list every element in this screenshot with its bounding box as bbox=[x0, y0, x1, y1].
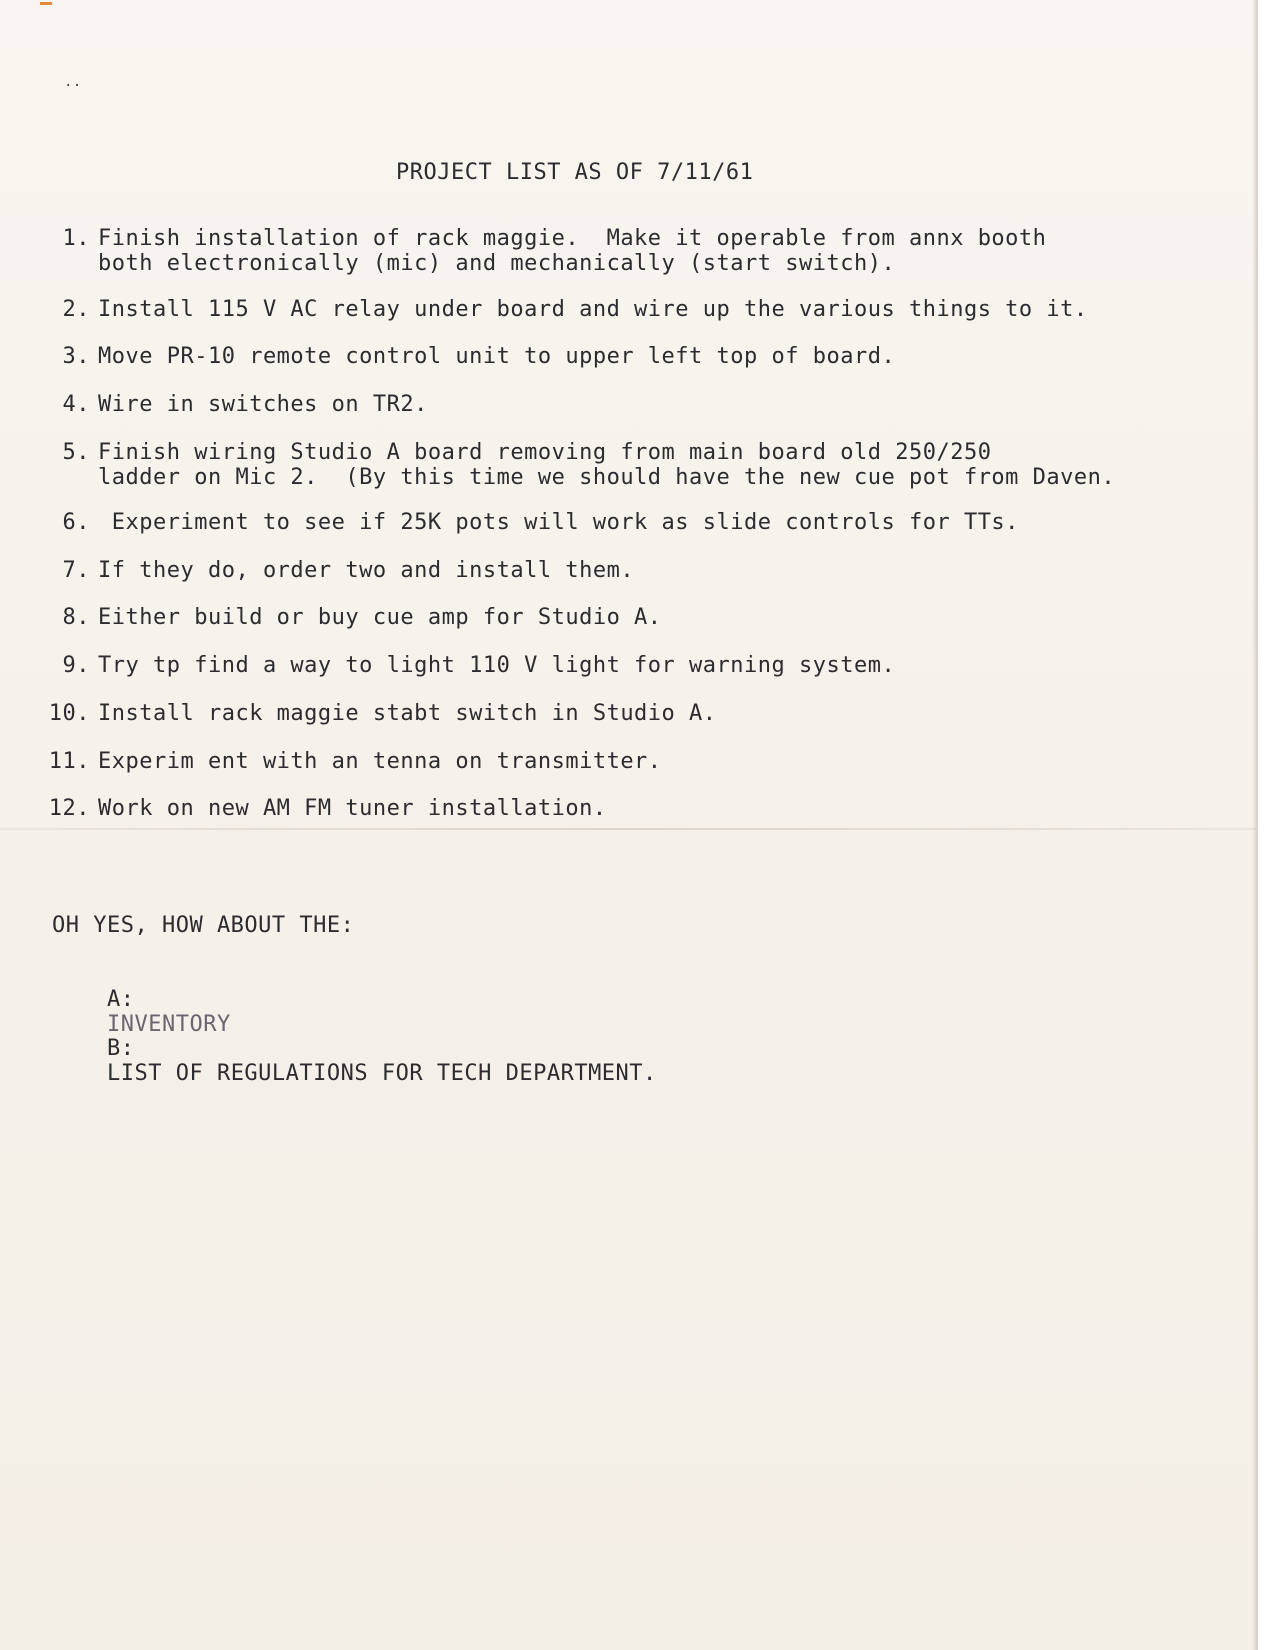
list-item bbox=[36, 297, 1236, 322]
item-text: Work on new AM FM tuner installation. bbox=[98, 796, 607, 821]
item-number: 2. bbox=[62, 297, 90, 322]
item-number: 6. bbox=[62, 510, 90, 535]
footer-item-text: INVENTORY bbox=[106, 1012, 231, 1037]
list-item bbox=[36, 392, 1236, 417]
footer-item-label: B: bbox=[106, 1036, 135, 1061]
item-text: Try tp find a way to light 110 V light for warning system. bbox=[98, 653, 896, 678]
item-text: Wire in switches on TR2. bbox=[98, 392, 428, 417]
item-number: 8. bbox=[62, 605, 90, 630]
footer-item-label: A: bbox=[106, 987, 135, 1012]
specks: .. bbox=[64, 74, 82, 90]
item-number: 5. bbox=[62, 440, 90, 465]
corner-mark bbox=[40, 2, 52, 5]
list-item bbox=[36, 796, 1236, 821]
document-title: PROJECT LIST AS OF 7/11/61 bbox=[396, 160, 754, 185]
footer-heading: OH YES, HOW ABOUT THE: bbox=[52, 913, 355, 938]
item-number: 12. bbox=[48, 796, 90, 821]
list-item bbox=[36, 605, 1236, 630]
item-number: 10. bbox=[48, 701, 90, 726]
list-item bbox=[36, 653, 1236, 678]
item-text: Finish installation of rack maggie. Make it operable from annx booth both electronically (mic) and mechanically (start switch). bbox=[98, 226, 1047, 276]
item-number: 4. bbox=[62, 392, 90, 417]
footer-item-b bbox=[52, 1011, 657, 1111]
item-number: 7. bbox=[62, 558, 90, 583]
item-text: Experiment to see if 25K pots will work as slide controls for TTs. bbox=[98, 510, 1019, 535]
item-number: 9. bbox=[62, 653, 90, 678]
paper-fold bbox=[0, 828, 1258, 830]
item-text: Experim ent with an tenna on transmitter. bbox=[98, 749, 662, 774]
item-number: 3. bbox=[62, 344, 90, 369]
item-number: 11. bbox=[48, 749, 90, 774]
list-item bbox=[36, 226, 1236, 276]
item-number: 1. bbox=[62, 226, 90, 251]
item-text: Install 115 V AC relay under board and wire up the various things to it. bbox=[98, 297, 1088, 322]
footer-item-text: LIST OF REGULATIONS FOR TECH DEPARTMENT. bbox=[106, 1061, 657, 1086]
item-text: If they do, order two and install them. bbox=[98, 558, 635, 583]
list-item bbox=[36, 701, 1236, 726]
item-text: Either build or buy cue amp for Studio A. bbox=[98, 605, 662, 630]
list-item bbox=[36, 558, 1236, 583]
item-text: Finish wiring Studio A board removing from main board old 250/250 ladder on Mic 2. (By this time we should have the new cue pot from Daven. bbox=[98, 440, 1116, 490]
list-item bbox=[36, 749, 1236, 774]
list-item bbox=[36, 440, 1236, 490]
page-edge bbox=[1252, 0, 1258, 1650]
item-text: Move PR-10 remote control unit to upper left top of board. bbox=[98, 344, 896, 369]
list-item bbox=[36, 510, 1236, 535]
item-text: Install rack maggie stabt switch in Studio A. bbox=[98, 701, 717, 726]
list-item bbox=[36, 344, 1236, 369]
